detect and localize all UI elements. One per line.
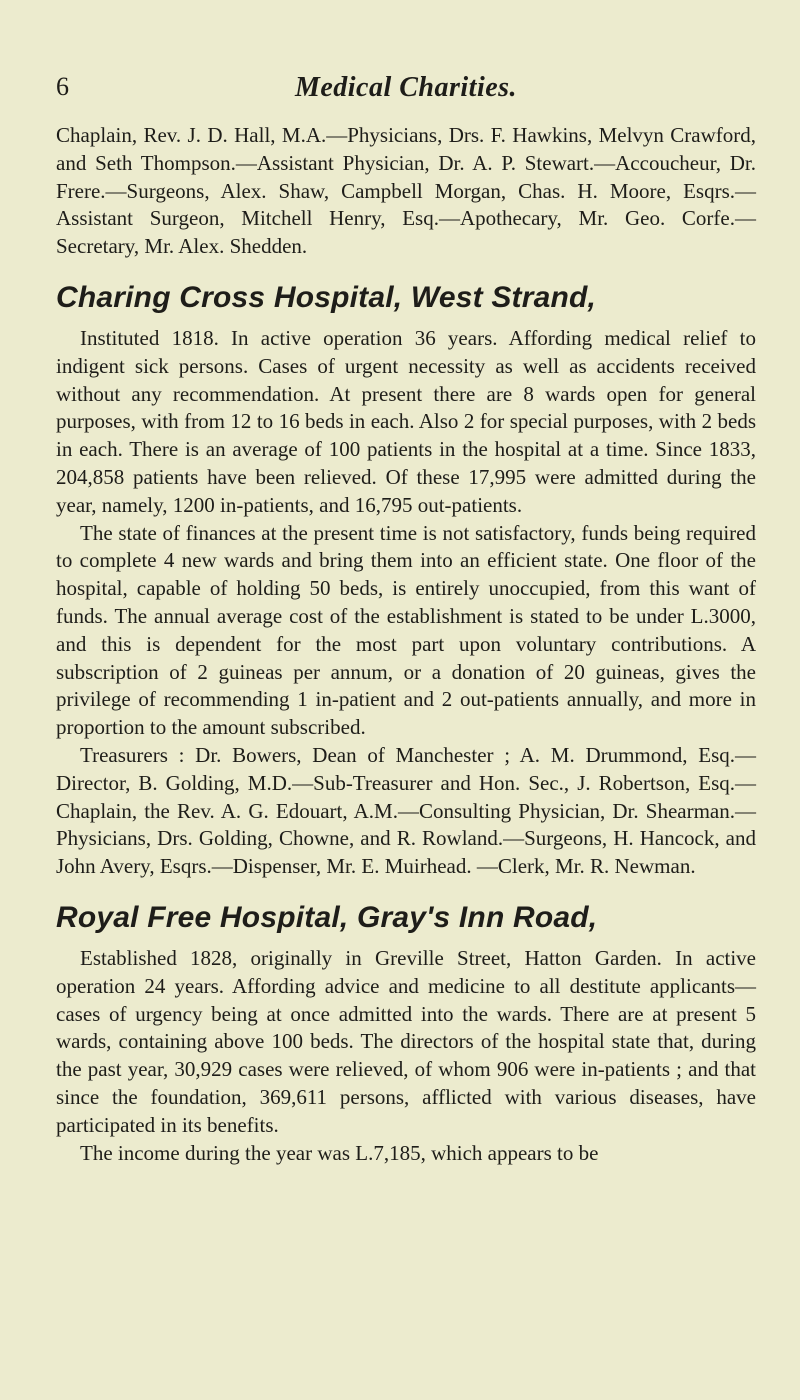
body-text	[56, 122, 756, 1167]
royal-free-paragraph-2: The income during the year was L.7,185, which appears to be	[80, 1140, 599, 1165]
section-heading-charing-cross: Charing Cross Hospital, West Strand,	[56, 280, 597, 314]
page-number: 6	[56, 72, 69, 101]
charing-cross-paragraph-1: Instituted 1818. In active operation 36 years. Affording medical relief to indigent sick persons. Cases of urgent necessity as well as accidents received without any recommendation. At present there are 8 wards open for general purposes, with from 12 to 16 beds in each. Also 2 for special purposes, with 2 beds in each. There is an average of 100 patients in the hospital at a time. Since 1833, 204,858 patients have been relieved. Of these 17,995 were admitted during the year, namely, 1200 in-patients, and 16,795 out-patients.	[56, 325, 756, 517]
charing-cross-paragraph-3: Treasurers : Dr. Bowers, Dean of Manchester ; A. M. Drummond, Esq.—Director, B. Golding, M.D.—Sub-Treasurer and Hon. Sec., J. Robertson, Esq.— Chaplain, the Rev. A. G. Edouart, A.M.—Consulting Physician, Dr. Shearman.—Physicians, Drs. Golding, Chowne, and R. Rowland.—Surgeons, H. Hancock, and John Avery, Esqrs.—Dispenser, Mr. E. Muirhead. —Clerk, Mr. R. Newman.	[56, 742, 756, 879]
opening-paragraph: Chaplain, Rev. J. D. Hall, M.A.—Physicians, Drs. F. Hawkins, Melvyn Crawford, and Seth Thompson.—Assistant Physician, Dr. A. P. Stewart.—Accoucheur, Dr. Frere.—Surgeons, Alex. Shaw, Campbell Morgan, Chas. H. Moore, Esqrs.—Assistant Surgeon, Mitchell Henry, Esq.—Apothecary, Mr. Geo. Corfe.—Secretary, Mr. Alex. Shedden.	[56, 123, 756, 259]
charing-cross-paragraph-2: The state of finances at the present time is not satisfactory, funds being required to complete 4 new wards and bring them into an efficient state. One floor of the hospital, capable of holding 50 beds, is entirely unoccupied, from this want of funds. The annual average cost of the establishment is stated to be under L.3000, and this is dependent for the most part upon voluntary contributions. A subscription of 2 guineas per annum, or a donation of 20 guineas, gives the privilege of recommending 1 in-patient and 2 out-patients annually, and more in proportion to the amount subscribed.	[56, 520, 756, 740]
section-heading-royal-free: Royal Free Hospital, Gray's Inn Road,	[56, 900, 598, 934]
royal-free-paragraph-1: Established 1828, originally in Greville Street, Hatton Garden. In active operation 24 years. Affording advice and medicine to all destitute applicants—cases of urgency being at once admitted into the wards. There are at present 5 wards, containing above 100 beds. The directors of the hospital state that, during the past year, 30,929 cases were relieved, of whom 906 were in-patients ; and that since the foundation, 369,611 persons, afflicted with various diseases, have participated in its benefits.	[56, 945, 756, 1137]
running-title: Medical Charities.	[294, 72, 518, 103]
running-head	[56, 0, 756, 103]
